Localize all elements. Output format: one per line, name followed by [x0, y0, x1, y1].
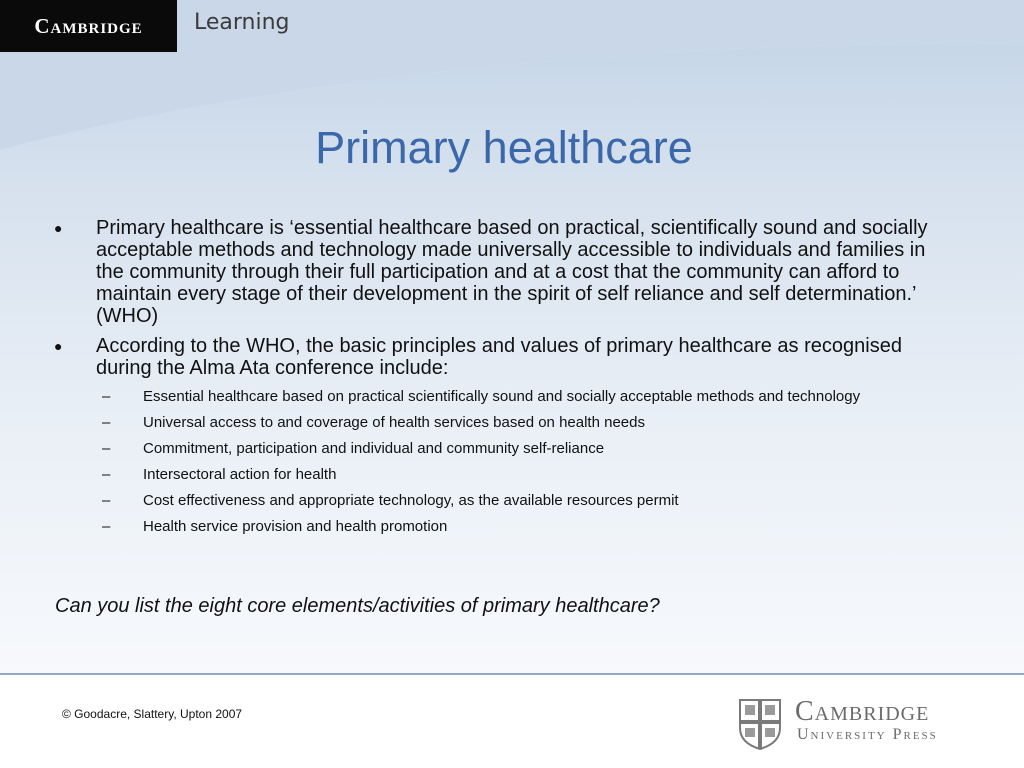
- sub-bullet-item: [50, 441, 883, 457]
- bullet-item: [50, 335, 950, 379]
- bullet-item: [50, 217, 950, 327]
- dash-icon: –: [102, 492, 111, 509]
- sub-bullet-item: [50, 389, 883, 405]
- sub-bullet-item: [50, 493, 883, 509]
- shield-icon: [738, 698, 782, 750]
- dash-icon: –: [102, 440, 111, 457]
- sub-bullet-item: [50, 519, 883, 535]
- dash-icon: –: [102, 518, 111, 535]
- slide-title: Primary healthcare: [315, 122, 693, 173]
- publisher-name: Cambridge: [795, 696, 930, 727]
- publisher-subtitle: University Press: [797, 726, 938, 743]
- dash-icon: –: [102, 414, 111, 431]
- product-name: Learning: [194, 10, 290, 35]
- bullet-text: According to the WHO, the basic principles and values of primary healthcare as recognised during the Alma Ata conference include:: [96, 335, 902, 379]
- bullet-text: Primary healthcare is ‘essential healthcare based on practical, scientifically sound and socially acceptable methods and technology made universally accessible to individuals and families in the community through their full participation and at a cost that the community can afford to maintain every stage of their development in the spirit of self reliance and self determination.’ (WHO): [96, 217, 928, 327]
- cambridge-university-press-logo: [738, 698, 998, 754]
- dash-icon: –: [102, 388, 111, 405]
- sub-bullet-item: [50, 467, 883, 483]
- cambridge-logo: [0, 0, 177, 52]
- logo-text: Cambridge: [34, 13, 143, 38]
- slide-body: [50, 217, 950, 535]
- copyright-text: © Goodacre, Slattery, Upton 2007: [62, 707, 243, 721]
- bullet-dot-icon: ●: [54, 220, 63, 236]
- dash-icon: –: [102, 466, 111, 483]
- sub-bullet-text: Intersectoral action for health: [143, 466, 337, 483]
- sub-bullet-text: Commitment, participation and individual and community self-reliance: [143, 440, 605, 457]
- sub-bullet-text: Essential healthcare based on practical scientifically sound and socially acceptable methods and technology: [143, 388, 861, 405]
- discussion-question: Can you list the eight core elements/activities of primary healthcare?: [55, 595, 660, 617]
- sub-bullet-text: Cost effectiveness and appropriate technology, as the available resources permit: [143, 492, 679, 509]
- footer-divider: [0, 673, 1024, 675]
- sub-bullet-item: [50, 415, 883, 431]
- sub-bullet-text: Universal access to and coverage of health services based on health needs: [143, 414, 645, 431]
- sub-bullet-text: Health service provision and health promotion: [143, 518, 448, 535]
- bullet-dot-icon: ●: [54, 338, 63, 354]
